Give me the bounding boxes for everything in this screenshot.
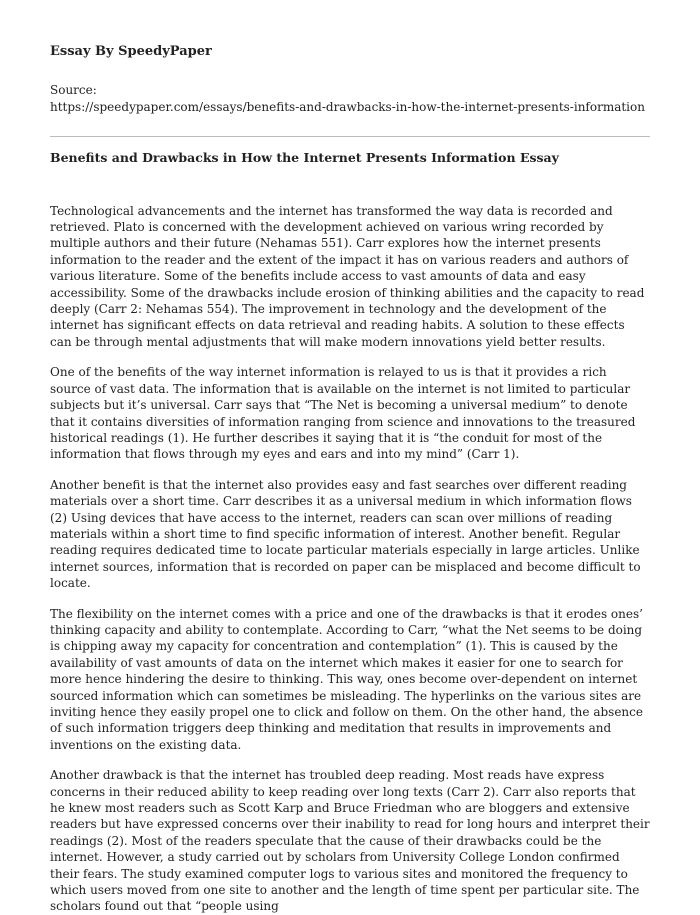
source-label: Source: <box>50 83 97 98</box>
header-title: Essay By SpeedyPaper <box>50 44 212 59</box>
paragraph-3: Another benefit is that the internet also provides easy and fast searches over different reading materials over a short time. Carr describes it as a universal medium in which information flows (2) Using devices that have access to the internet, readers can scan over millions of reading materials within a short time to find specific information of interest. Another benefit. Regular reading requires dedicated time to locate particular materials especially in large articles. Unlike internet sources, information that is recorded on paper can be misplaced and become difficult to locate. <box>50 477 641 591</box>
divider <box>50 136 650 137</box>
source-url: https://speedypaper.com/essays/benefits-and-drawbacks-in-how-the-internet-presents-information <box>50 99 645 114</box>
paragraph-4: The flexibility on the internet comes with a price and one of the drawbacks is that it erodes ones’ thinking capacity and ability to contemplate. According to Carr, “what the Net seems to be doing is chipping away my capacity for concentration and contemplation” (1). This is caused by the availability of vast amounts of data on the internet which makes it easier for one to search for more hence hindering the desire to thinking. This way, ones become over-dependent on internet sourced information which can sometimes be misleading. The hyperlinks on the various sites are inviting hence they easily propel one to click and follow on them. On the other hand, the absence of such information triggers deep thinking and meditation that results in improvements and inventions on the existing data. <box>50 606 643 752</box>
paragraph-2: One of the benefits of the way internet information is relayed to us is that it provides a rich source of vast data. The information that is available on the internet is not limited to particular subjects but it’s universal. Carr says that “The Net is becoming a universal medium” to denote that it contains diversities of information ranging from science and innovations to the treasured historical readings (1). He further describes it saying that it is “the conduit for most of the information that flows through my eyes and ears and into my mind” (Carr 1). <box>50 365 636 462</box>
essay-title: Benefits and Drawbacks in How the Internet Presents Information Essay <box>50 150 559 166</box>
paragraph-5: Another drawback is that the internet has troubled deep reading. Most reads have express concerns in their reduced ability to keep reading over long texts (Carr 2). Carr also reports that he knew most readers such as Scott Karp and Bruce Friedman who are bloggers and extensive readers but have expressed concerns over their inability to read for long hours and interpret their readings (2). Most of the readers speculate that the cause of their drawbacks could be the internet. However, a study carried out by scholars from University College London confirmed their fears. The study examined computer logs to various sites and monitored the frequency to which users moved from one site to another and the length of time spent per particular site. The scholars found out that “people using <box>50 768 650 914</box>
paragraph-1: Technological advancements and the internet has transformed the way data is recorded and retrieved. Plato is concerned with the development achieved on various wring recorded by multiple authors and their future (Nehamas 551). Carr explores how the internet presents information to the reader and the extent of the impact it has on various readers and authors of various literature. Some of the benefits include access to vast amounts of data and easy accessibility. Some of the drawbacks include erosion of thinking abilities and the capacity to read deeply (Carr 2: Nehamas 554). The improvement in technology and the development of the internet has significant effects on data retrieval and reading habits. A solution to these effects can be through mental adjustments that will make modern innovations yield better results. <box>50 203 645 349</box>
